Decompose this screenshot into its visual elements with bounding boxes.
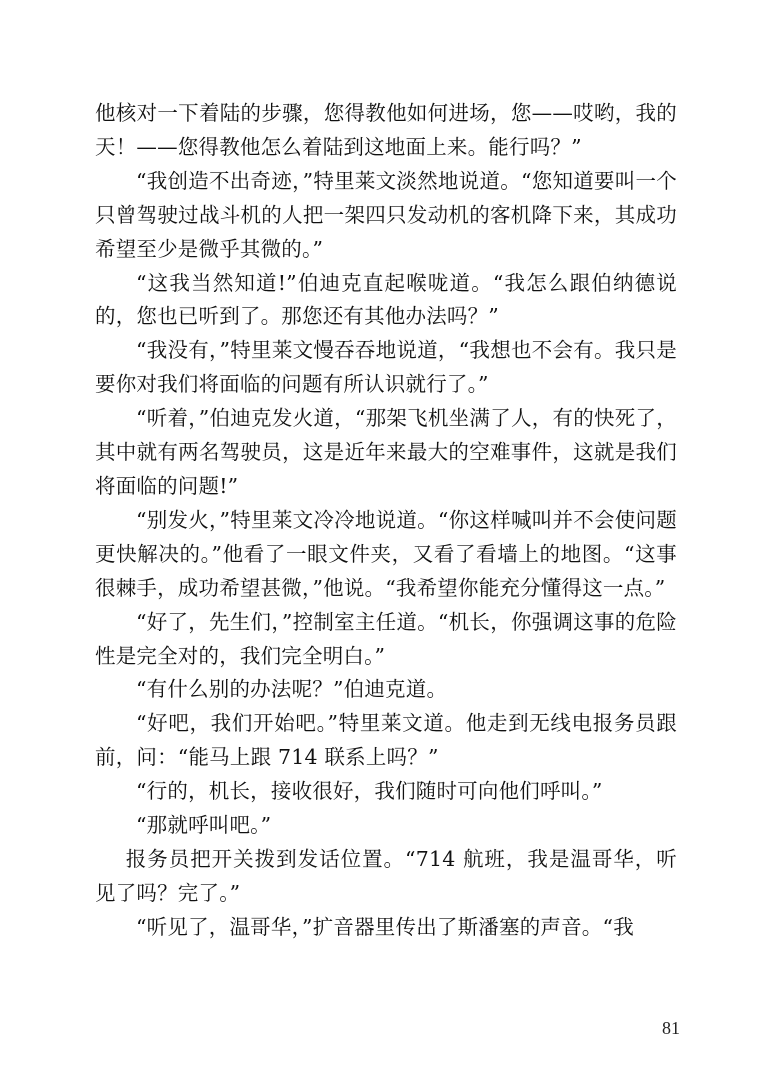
paragraph: “听着，”伯迪克发火道，“那架飞机坐满了人，有的快死了，其中就有两名驾驶员，这是近年来最大的空难事件，这就是我们将面临的问题!” [95, 406, 677, 498]
paragraph: “我没有，”特里莱文慢吞吞地说道，“我想也不会有。我只是要你对我们将面临的问题有所认识就行了。” [95, 338, 677, 397]
page-body [95, 97, 677, 945]
paragraph: “行的，机长，接收很好，我们随时可向他们呼叫。” [136, 779, 603, 804]
paragraph: 他核对一下着陆的步骤，您得教他如何进场，您——哎哟，我的天！——您得教他怎么着陆到这地面上来。能行吗？” [95, 101, 677, 159]
paragraph: “好了，先生们，”控制室主任道。“机长，你强调这事的危险性是完全对的，我们完全明白。” [95, 609, 677, 668]
paragraph: “好吧，我们开始吧。”特里莱文道。他走到无线电报务员跟前，问：“能马上跟 714 联系上吗？” [95, 711, 677, 770]
paragraph: “那就呼叫吧。” [136, 813, 272, 838]
paragraph: “别发火，”特里莱文冷冷地说道。“你这样喊叫并不会使问题更快解决的。”他看了一眼文件夹，又看了看墙上的地图。“这事很棘手，成功希望甚微，”他说。“我希望你能充分懂得这一点。” [95, 507, 677, 600]
paragraph: 报务员把开关拨到发话位置。“714 航班，我是温哥华，听见了吗？完了。” [95, 846, 677, 905]
paragraph: “这我当然知道!”伯迪克直起喉咙道。“我怎么跟伯纳德说的，您也已听到了。那您还有其他办法吗？” [95, 270, 677, 329]
paragraph: “听见了，温哥华，”扩音器里传出了斯潘塞的声音。“我 [136, 914, 634, 939]
page-number: 81 [662, 1018, 680, 1038]
paragraph: “我创造不出奇迹，”特里莱文淡然地说道。“您知道要叫一个只曾驾驶过战斗机的人把一架四只发动机的客机降下来，其成功希望至少是微乎其微的。” [95, 168, 677, 261]
paragraph: “有什么别的办法呢？”伯迪克道。 [136, 677, 448, 702]
